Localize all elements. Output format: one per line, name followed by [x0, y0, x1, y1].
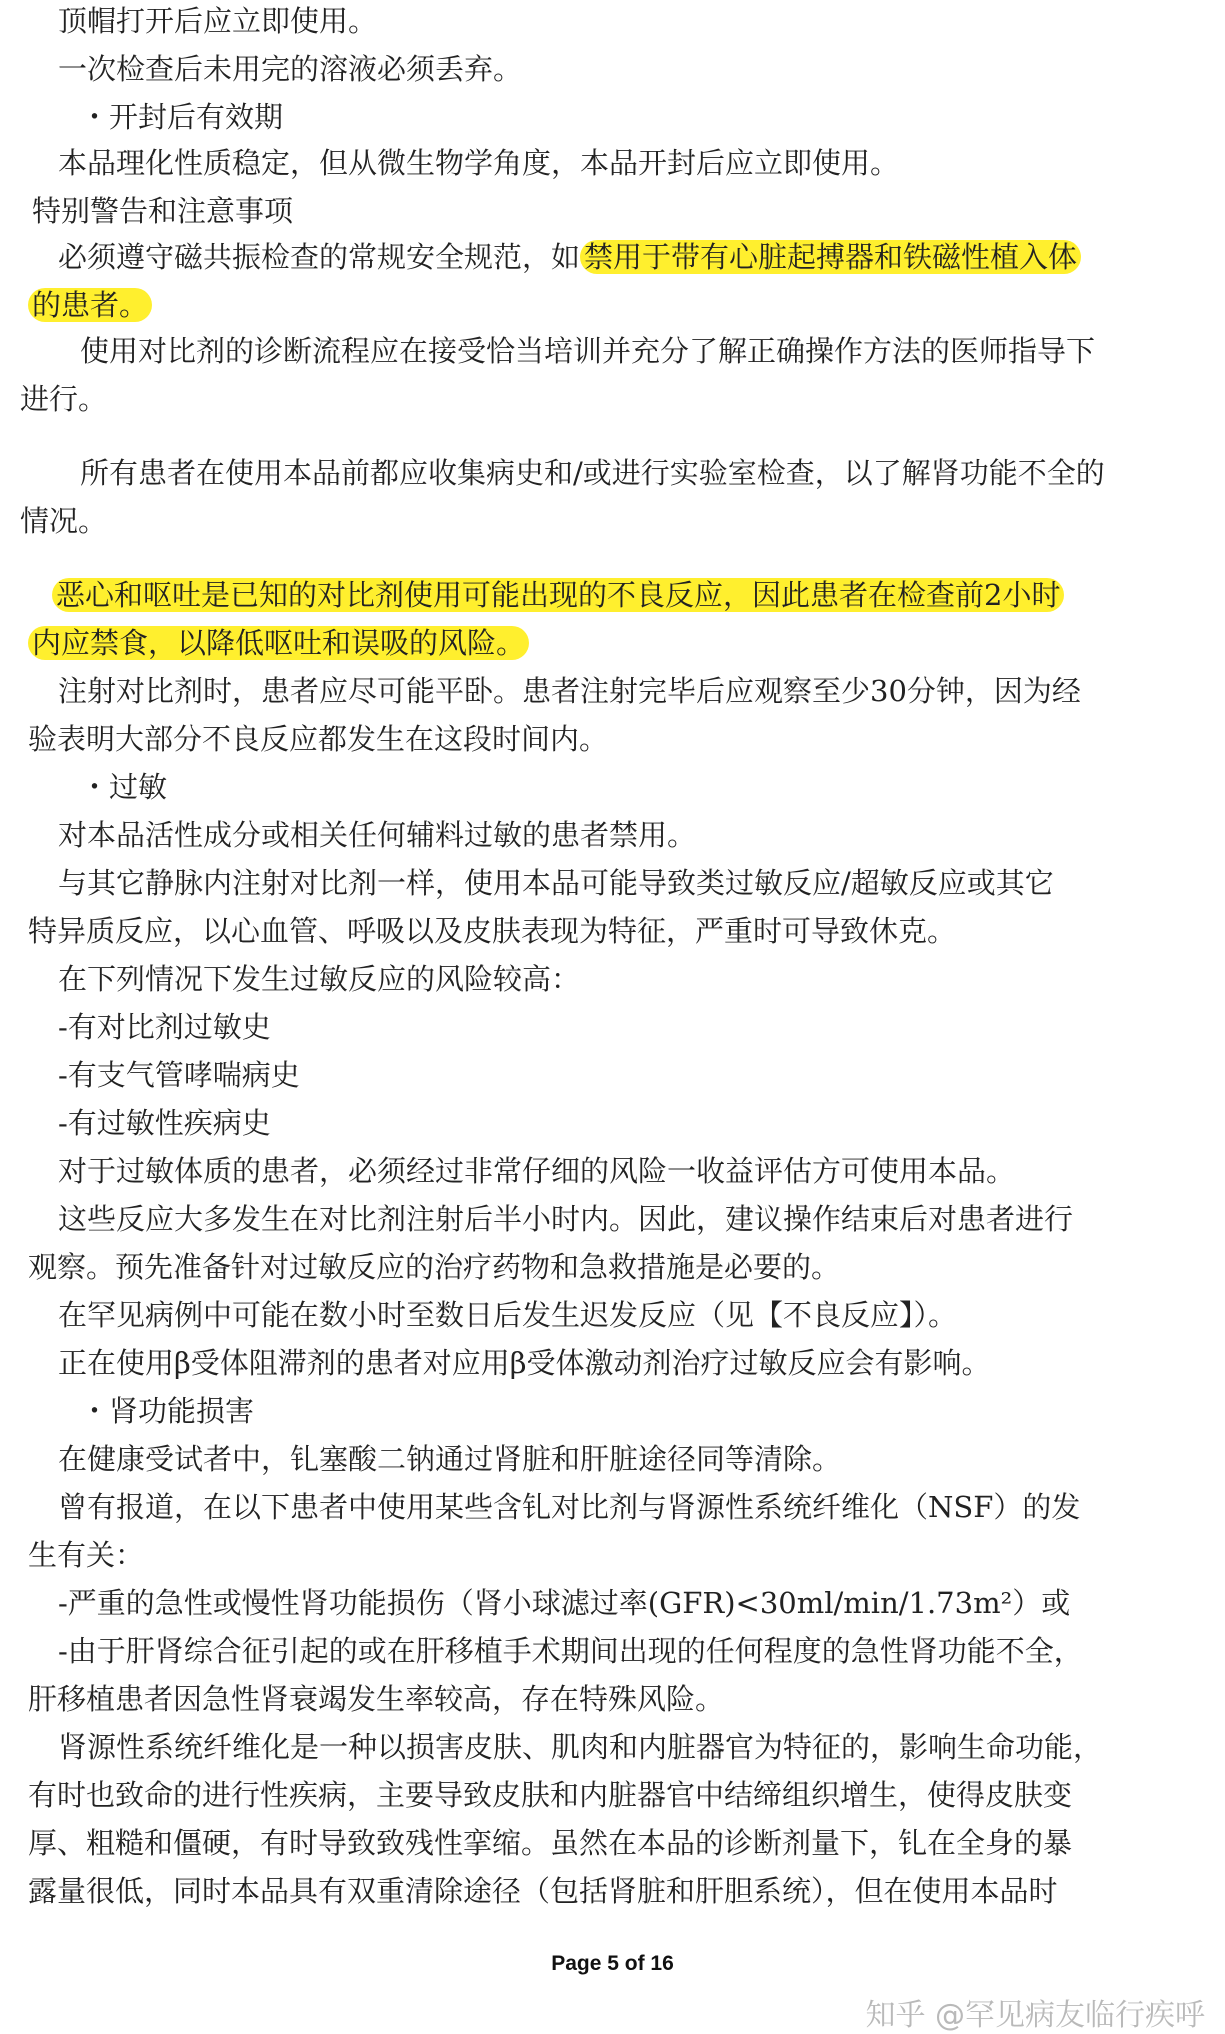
text-line: 厚、粗糙和僵硬，有时导致致残性挛缩。虽然在本品的诊断剂量下，钆在全身的暴 — [28, 1826, 1073, 1860]
text-line: 肝移植患者因急性肾衰竭发生率较高，存在特殊风险。 — [28, 1682, 725, 1716]
watermark: 知乎 @罕见病友临行疾呼 — [865, 1998, 1205, 2033]
text-segment: 必须遵守磁共振检查的常规安全规范，如 — [58, 240, 581, 274]
text-line: 在下列情况下发生过敏反应的风险较高： — [58, 962, 581, 996]
text-line: 对本品活性成分或相关任何辅料过敏的患者禁用。 — [58, 818, 697, 852]
text-line: 本品理化性质稳定，但从微生物学角度，本品开封后应立即使用。 — [58, 146, 900, 180]
text-line: 与其它静脉内注射对比剂一样，使用本品可能导致类过敏反应/超敏反应或其它 — [58, 866, 1054, 900]
section-heading: 特别警告和注意事项 — [32, 194, 294, 228]
list-item: -由于肝肾综合征引起的或在肝移植手术期间出现的任何程度的急性肾功能不全， — [58, 1634, 1083, 1668]
section-bullet: ・开封后有效期 — [80, 100, 284, 134]
text-line: 正在使用β受体阻滞剂的患者对应用β受体激动剂治疗过敏反应会有影响。 — [58, 1346, 991, 1380]
text-line: 注射对比剂时，患者应尽可能平卧。患者注射完毕后应观察至少30分钟，因为经 — [58, 674, 1081, 708]
text-line: 特异质反应，以心血管、呼吸以及皮肤表现为特征，严重时可导致休克。 — [28, 914, 957, 948]
text-line: 一次检查后未用完的溶液必须丢弃。 — [58, 52, 523, 86]
highlighted-text: 的患者。 — [28, 288, 152, 322]
highlighted-text: 禁用于带有心脏起搏器和铁磁性植入体 — [580, 240, 1081, 274]
text-line: 验表明大部分不良反应都发生在这段时间内。 — [28, 722, 609, 756]
highlighted-text: 内应禁食，以降低呕吐和误吸的风险。 — [28, 626, 529, 660]
text-line: 这些反应大多发生在对比剂注射后半小时内。因此，建议操作结束后对患者进行 — [58, 1202, 1074, 1236]
text-line: 进行。 — [20, 382, 108, 416]
list-item: -有过敏性疾病史 — [58, 1106, 271, 1140]
text-line — [28, 284, 1198, 326]
text-line: 在健康受试者中，钆塞酸二钠通过肾脏和肝脏途径同等清除。 — [58, 1442, 842, 1476]
text-line — [52, 574, 1222, 616]
text-line — [28, 622, 1198, 664]
text-line: 对于过敏体质的患者，必须经过非常仔细的风险一收益评估方可使用本品。 — [58, 1154, 1016, 1188]
text-line: 情况。 — [20, 504, 108, 538]
page-number: Page 5 of 16 — [551, 1952, 674, 1975]
text-line — [58, 236, 1225, 278]
section-bullet: ・肾功能损害 — [80, 1394, 255, 1428]
text-line: 肾源性系统纤维化是一种以损害皮肤、肌肉和内脏器官为特征的，影响生命功能， — [58, 1730, 1103, 1764]
text-line: 观察。预先准备针对过敏反应的治疗药物和急救措施是必要的。 — [28, 1250, 841, 1284]
list-item: -严重的急性或慢性肾功能损伤（肾小球滤过率(GFR)<30ml/min/1.73m²）或 — [58, 1586, 1071, 1620]
text-line: 曾有报道，在以下患者中使用某些含钆对比剂与肾源性系统纤维化（NSF）的发 — [58, 1490, 1081, 1524]
text-line: 有时也致命的进行性疾病，主要导致皮肤和内脏器官中结缔组织增生，使得皮肤变 — [28, 1778, 1073, 1812]
text-line: 生有关： — [28, 1538, 145, 1572]
text-line: 所有患者在使用本品前都应收集病史和/或进行实验室检查，以了解肾功能不全的 — [80, 456, 1105, 490]
section-bullet: ・过敏 — [80, 770, 168, 804]
list-item: -有支气管哮喘病史 — [58, 1058, 300, 1092]
text-line: 在罕见病例中可能在数小时至数日后发生迟发反应（见【不良反应】）。 — [58, 1298, 958, 1332]
text-line: 使用对比剂的诊断流程应在接受恰当培训并充分了解正确操作方法的医师指导下 — [80, 334, 1096, 368]
highlighted-text: 恶心和呕吐是已知的对比剂使用可能出现的不良反应，因此患者在检查前2小时 — [52, 578, 1064, 612]
list-item: -有对比剂过敏史 — [58, 1010, 271, 1044]
text-line: 露量很低，同时本品具有双重清除途径（包括肾脏和肝胆系统），但在使用本品时 — [28, 1874, 1058, 1908]
text-line: 顶帽打开后应立即使用。 — [58, 4, 378, 38]
